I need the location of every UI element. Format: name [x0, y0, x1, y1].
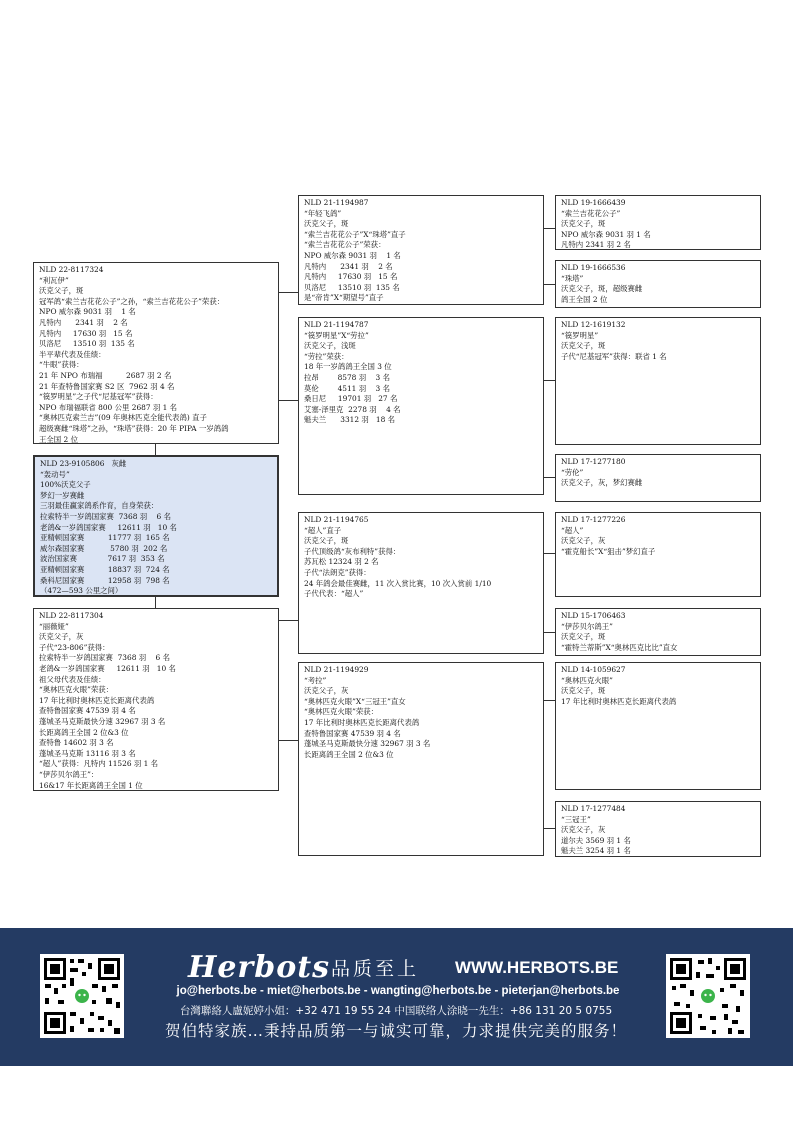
pedigree-line: 17 年比利时奥林匹克长距离代表鸽 [39, 695, 155, 705]
pedigree-line: （472—593 公里之间） [40, 586, 123, 596]
pedigree-line: 三羽最佳赢家鸽系作育，自身荣获： [40, 501, 159, 511]
sire-dam-dam-card [555, 454, 761, 502]
pedigree-line: 查特鲁国家赛 47539 羽 4 名 [39, 706, 136, 716]
connector-dd-dds [544, 700, 555, 701]
pigeon-name: “丽薇娅” [39, 621, 69, 631]
connector-sd-sdd [544, 477, 555, 478]
pigeon-name: “篌罗明星”X“劳拉” [304, 330, 369, 340]
dam-sire-sire-card [555, 512, 761, 597]
pigeon-name: “索兰吉花花公子” [561, 208, 621, 218]
pedigree-line: 波治国家赛 7617 羽 353 名 [40, 554, 165, 564]
ring-number: NLD 23-9105806 灰雌 [40, 459, 127, 468]
dam-dam-card [298, 662, 544, 856]
pedigree-line: 24 年鸽会最佳赛雌，11 次入赏比赛，10 次入赏前 1/10 [304, 578, 492, 588]
pedigree-line: 凡特内 2341 羽 2 名 [304, 261, 393, 271]
sire-sire-card [298, 195, 544, 305]
pedigree-line: “奥林匹克火眼”X“三冠王”直女 [304, 696, 406, 706]
pedigree-line: 道尔夫 3569 羽 1 名 [561, 835, 631, 845]
subject-card [33, 455, 279, 597]
pedigree-line: 沃克父子，灰 [561, 825, 606, 835]
ring-number: NLD 21-1194765 [304, 515, 369, 524]
ring-number: NLD 19-1666439 [561, 198, 626, 207]
herbots-logo[interactable]: Herbots [188, 950, 330, 985]
pigeon-name: “超人” [561, 525, 584, 535]
ring-number: NLD 15-1706463 [561, 611, 626, 620]
pedigree-line: 子代“尼基冠军”获得：联省 1 名 [561, 351, 667, 361]
pedigree-line: 王全国 2 位 [39, 434, 78, 444]
pedigree-line: 半平辈代表及佳绩： [39, 349, 106, 359]
pedigree-line: 是“帝肯”X“期望号”直子 [304, 293, 384, 303]
pigeon-name: “珠塔” [561, 273, 584, 283]
pedigree-line: “伊莎贝尔鸽王”： [39, 769, 99, 779]
sire-dam-sire-card [555, 317, 761, 445]
pedigree-line: 蓬城圣马克斯最快分速 32967 羽 3 名 [304, 739, 431, 749]
ring-number: NLD 19-1666536 [561, 263, 626, 272]
pedigree-line: 老鸽&一岁鸽国家赛 12611 羽 10 名 [39, 663, 176, 673]
sire-dam-card [298, 317, 544, 495]
connector-ss-ssd [544, 284, 555, 285]
pedigree-line: 莫伦 4511 羽 3 名 [304, 383, 390, 393]
ring-number: NLD 12-1619132 [561, 320, 626, 329]
pigeon-name: “超人”直子 [304, 525, 342, 535]
pedigree-line: 21 年查特鲁国家赛 S2 区 7962 羽 4 名 [39, 381, 175, 391]
ring-number: NLD 21-1194929 [304, 665, 369, 674]
pigeon-name: “年轻飞鸽” [304, 208, 342, 218]
pedigree-line: 亚精顿国家赛 11777 羽 165 名 [40, 533, 170, 543]
pedigree-line: 沃克父子，斑，超级赛雌 [561, 284, 643, 294]
pedigree-line: 100%沃克父子 [40, 480, 91, 490]
dam-sire-card [298, 512, 544, 654]
pedigree-line: “篌罗明星”之子代“尼基冠军”获得： [39, 392, 158, 402]
dam-sire-dam-card [555, 608, 761, 656]
dam-card [33, 608, 279, 791]
pedigree-line: 18 年一岁鸽鸽王全国 3 位 [304, 362, 392, 372]
pedigree-line: “牛眼”获得： [39, 360, 84, 370]
pedigree-line: 沃克父子，斑 [561, 632, 606, 642]
pedigree-line: 冠军鸽“索兰吉花花公子”之孙，“索兰吉花花公子”荣获： [39, 296, 225, 306]
pedigree-line: “索兰吉花花公子”X“珠塔”直子 [304, 229, 406, 239]
connector-ss-sss [544, 228, 555, 229]
pedigree-line: 子代“23-806”获得： [39, 642, 110, 652]
pedigree-line: 查特鲁 14602 羽 3 名 [39, 738, 114, 748]
pedigree-line: 沃克父子，灰 [304, 686, 349, 696]
pedigree-line: 21 年 NPO 布瑞福 2687 羽 2 名 [39, 370, 172, 380]
connector-subject-sire [155, 444, 156, 455]
pedigree-line: 蓬城圣马克斯 13116 羽 3 名 [39, 748, 136, 758]
pedigree-line: 贝洛尼 13510 羽 135 名 [39, 339, 135, 349]
connector-ds-dss [544, 553, 555, 554]
website-link[interactable]: WWW.HERBOTS.BE [455, 958, 619, 977]
pedigree-line: 子代顶级鸽“灰布利特”获得： [304, 546, 401, 556]
pedigree-line: NPO 威尔森 9031 羽 1 名 [39, 307, 136, 317]
ring-number: NLD 17-1277180 [561, 457, 626, 466]
pedigree-line: 拉索特半一岁鸽国家赛 7368 羽 6 名 [39, 653, 170, 663]
pedigree-line: 老鸽&一岁鸽国家赛 12611 羽 10 名 [40, 522, 177, 532]
pedigree-line: “霍克船长”X“狙击”梦幻直子 [561, 546, 656, 556]
pedigree-line: 长距离鸽王全国 2 位&3 位 [39, 727, 129, 737]
qr-code-left[interactable] [40, 954, 124, 1038]
pedigree-line: 桑科尼国家赛 12958 羽 798 名 [40, 575, 170, 585]
pedigree-line: “索兰吉花花公子”荣获： [304, 240, 386, 250]
pedigree-line: 沃克父子，斑 [561, 341, 606, 351]
pigeon-name: “伊莎贝尔鸽王” [561, 621, 613, 631]
qr-code-right[interactable] [666, 954, 750, 1038]
pedigree-line: 贝洛尼 13510 羽 135 名 [304, 282, 400, 292]
pedigree-line: 凡特内 2341 羽 2 名 [561, 240, 631, 250]
contact-emails[interactable]: jo@herbots.be - miet@herbots.be - wangting@herbots.be - pieterjan@herbots.be [176, 985, 620, 997]
pedigree-line: 沃克父子，斑 [561, 219, 606, 229]
connector-sd-sds [544, 380, 555, 381]
pigeon-name: “奥林匹克火眼” [561, 675, 613, 685]
pedigree-line: 蓬城圣马克斯最快分速 32967 羽 3 名 [39, 716, 166, 726]
qr-code-icon [40, 954, 124, 1038]
ring-number: NLD 17-1277226 [561, 515, 626, 524]
ring-number: NLD 14-1059627 [561, 665, 626, 674]
pedigree-line: 魁夫兰 3312 羽 18 名 [304, 415, 396, 425]
ring-number: NLD 21-1194787 [304, 320, 369, 329]
pedigree-line: NPO 布瑞福联省 800 公里 2687 羽 1 名 [39, 402, 178, 412]
pedigree-line: 魁夫兰 3254 羽 1 名 [561, 846, 631, 856]
pedigree-line: 查特鲁国家赛 47539 羽 4 名 [304, 728, 401, 738]
qr-badge [75, 989, 89, 1003]
pedigree-line: 沃克父子，灰 [39, 632, 84, 642]
pigeon-name: “考拉” [304, 675, 327, 685]
pedigree-line: 拉索特半一岁鸽国家赛 7368 羽 6 名 [40, 511, 171, 521]
brand-row [188, 950, 619, 985]
pedigree-line: 鸽王全国 2 位 [561, 294, 608, 304]
connector-sire-sd [279, 400, 298, 401]
connector-dam-dd [279, 740, 298, 741]
pedigree-line: 沃克父子，斑 [304, 219, 349, 229]
pedigree-line: 桑日尼 19701 羽 27 名 [304, 394, 398, 404]
pedigree-line: NPO 威尔森 9031 羽 1 名 [304, 250, 401, 260]
pedigree-line: NPO 威尔森 9031 羽 1 名 [561, 229, 651, 239]
pedigree-line: 沃克父子，斑 [304, 536, 349, 546]
qr-code-icon [666, 954, 750, 1038]
pedigree-line: “超人”获得：凡特内 11526 羽 1 名 [39, 759, 159, 769]
pedigree-line: “奥林匹克火眼”荣获： [304, 707, 379, 717]
pedigree-line: 沃克父子，浅斑 [304, 341, 356, 351]
pedigree-line: 子代代表：“超人” [304, 589, 364, 599]
pedigree-line: 17 年比利时奥林匹克长距离代表鸽 [304, 717, 420, 727]
pedigree-line: 艾塞-泽里克 2278 羽 4 名 [304, 404, 401, 414]
pedigree-line: 拉昂 8578 羽 3 名 [304, 372, 390, 382]
pedigree-line: “劳拉”荣获： [304, 351, 349, 361]
pedigree-line: “霍特兰蒂斯”X“奥林匹克比比”直女 [561, 642, 678, 652]
sire-sire-sire-card [555, 195, 761, 250]
pedigree-line: 沃克父子，灰 [561, 536, 606, 546]
pigeon-name: “劳伦” [561, 467, 584, 477]
pedigree-line: 凡特内 17630 羽 15 名 [39, 328, 133, 338]
pedigree-line: 苏瓦松 12324 羽 2 名 [304, 557, 379, 567]
pedigree-line: “奥林匹克索兰吉”(09 年奥林匹克全能代表鸽) 直子 [39, 413, 207, 423]
ring-number: NLD 17-1277484 [561, 804, 626, 813]
pigeon-name: “三冠王” [561, 814, 591, 824]
pedigree-line: 长距离鸽王全国 2 位&3 位 [304, 749, 394, 759]
pedigree-line: 梦幻一岁赛雌 [40, 490, 85, 500]
connector-sire-ss [279, 292, 298, 293]
pedigree-line: 威尔森国家赛 5780 羽 202 名 [40, 543, 168, 553]
brand-slogan: 品质至上 [331, 958, 420, 980]
pedigree-line: 沃克父子，斑 [39, 286, 84, 296]
pedigree-line: 凡特内 17630 羽 15 名 [304, 272, 398, 282]
pedigree-line: 子代“法朗克”获得： [304, 567, 371, 577]
pedigree-line: 亚精顿国家赛 18837 羽 724 名 [40, 564, 170, 574]
dam-dam-sire-card [555, 662, 761, 790]
sire-card [33, 262, 279, 444]
dam-dam-dam-card [555, 801, 761, 857]
pedigree-line: 祖父母代表及佳绩： [39, 674, 106, 684]
pedigree-line: “奥林匹克火眼”荣获： [39, 685, 114, 695]
contact-phones: 台灣聯絡人盧妮婷小姐：+32 471 19 55 24 中国联络人涂晓一先生：+86 131 20 5 0755 [179, 1005, 613, 1017]
connector-dam-ds [279, 620, 298, 621]
connector-ds-dsd [544, 632, 555, 633]
connector-subject-dam [155, 597, 156, 608]
ring-number: NLD 21-1194987 [304, 198, 369, 207]
pedigree-line: 16&17 年长距离鸽王全国 1 位 [39, 780, 143, 790]
qr-badge [701, 989, 715, 1003]
sire-sire-dam-card [555, 260, 761, 308]
pedigree-line: 沃克父子，斑 [561, 686, 606, 696]
pigeon-name: “篌罗明星” [561, 330, 599, 340]
pedigree-line: 超级赛雌“珠塔”之孙，“珠塔”获得：20 年 PIPA 一岁鸽鸽 [39, 423, 229, 433]
ring-number: NLD 22-8117304 [39, 611, 104, 620]
pedigree-line: 沃克父子，灰，梦幻赛雌 [561, 478, 643, 488]
pigeon-name: “轰动号” [40, 469, 70, 479]
footer-tagline: 贺伯特家族…秉持品质第一与诚实可靠，力求提供完美的服务！ [164, 1022, 627, 1040]
pedigree-line: 17 年比利时奥林匹克长距离代表鸽 [561, 696, 677, 706]
pedigree-line: 凡特内 2341 羽 2 名 [39, 317, 128, 327]
connector-dd-ddd [544, 828, 555, 829]
pigeon-name: “利瓦伊” [39, 275, 69, 285]
ring-number: NLD 22-8117324 [39, 265, 104, 274]
